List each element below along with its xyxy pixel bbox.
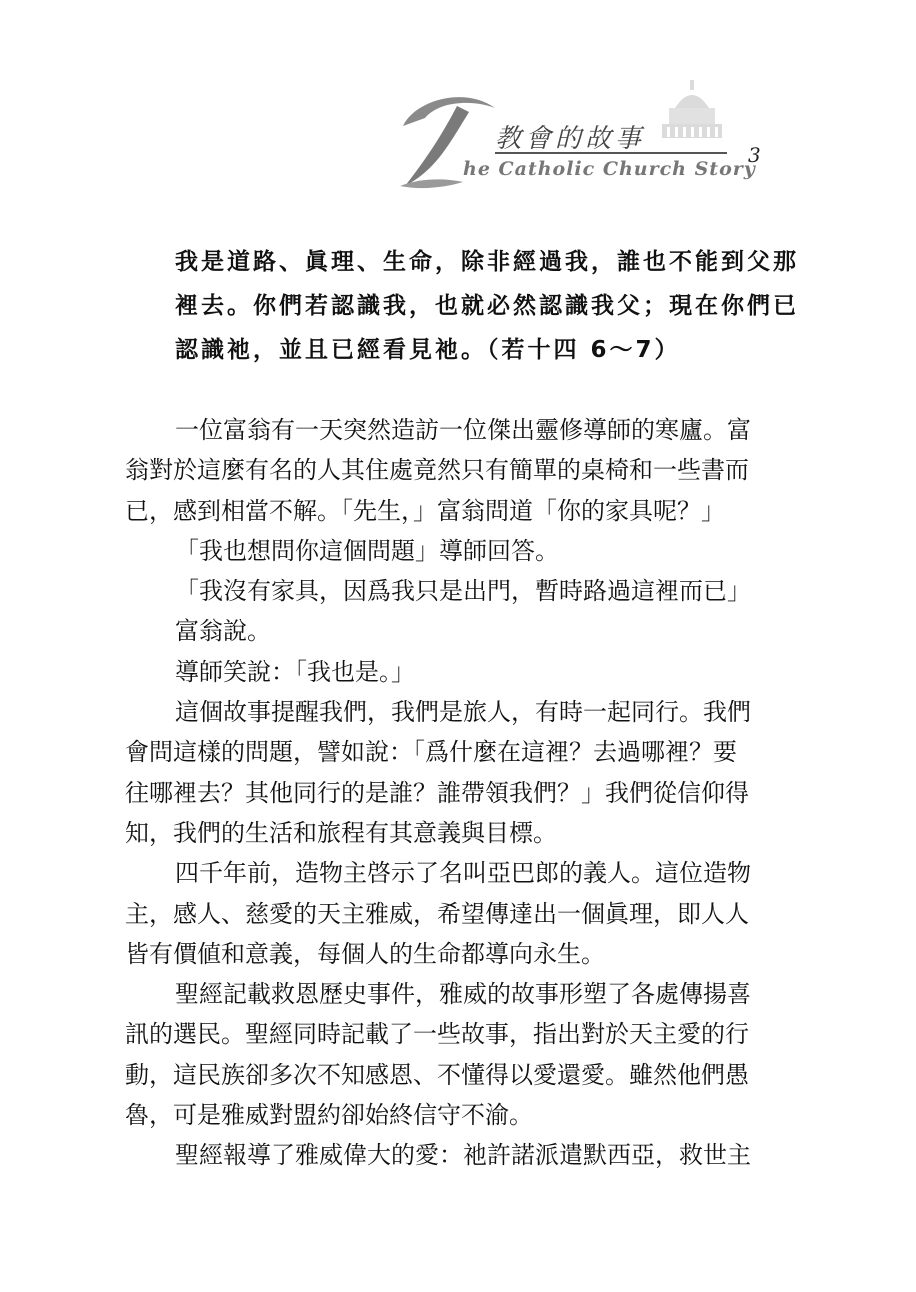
body-line: 一位富翁有一天突然造訪一位傑出靈修導師的寒廬。富 — [175, 416, 751, 444]
body-line: 翁對於這麼有名的人其住處竟然只有簡單的桌椅和一些書而 — [125, 456, 749, 485]
running-header — [395, 78, 775, 198]
body-line: 聖經記載救恩歷史事件，雅威的故事形塑了各處傳揚喜 — [175, 980, 751, 1009]
body-line: 「我沒有家具，因爲我只是出門，暫時路過這裡而已」 — [175, 577, 751, 606]
epigraph-line: 裡去。你們若認識我，也就必然認識我父；現在你們已 — [175, 293, 799, 319]
body-line: 皆有價値和意義，每個人的生命都導向永生。 — [125, 939, 605, 968]
epigraph-line: 我是道路、眞理、生命，除非經過我，誰也不能到父那 — [175, 249, 799, 275]
header-title-chinese: 教會的故事 — [495, 124, 646, 154]
body-line: 富翁說。 — [175, 617, 271, 646]
page-number: 3 — [748, 143, 761, 167]
body-line: 已，感到相當不解。「先生，」富翁問道「你的家具呢？」 — [125, 496, 725, 525]
body-line: 這個故事提醒我們，我們是旅人，有時一起同行。我們 — [175, 698, 751, 727]
body-line: 魯，可是雅威對盟約卻始終信守不渝。 — [125, 1101, 533, 1130]
body-line: 聖經報導了雅威偉大的愛：祂許諾派遣默西亞，救世主 — [175, 1141, 751, 1170]
body-text — [125, 410, 785, 1176]
body-line: 動，這民族卻多次不知感恩、不懂得以愛還愛。雖然他們愚 — [125, 1060, 749, 1089]
body-line: 導師笑說：「我也是。」 — [175, 657, 415, 686]
epigraph-quote — [175, 240, 799, 372]
epigraph-line: 認識祂，並且已經看見祂。（若十四 6～7） — [175, 337, 681, 363]
header-rule — [495, 152, 727, 154]
body-line: 四千年前，造物主啓示了名叫亞巴郎的義人。這位造物 — [175, 859, 751, 888]
body-line: 會問這樣的問題，譬如說：「爲什麼在這裡？去過哪裡？要 — [125, 738, 737, 767]
body-line: 往哪裡去？其他同行的是誰？誰帶領我們？」我們從信仰得 — [125, 778, 749, 807]
body-line: 「我也想問你這個問題」導師回答。 — [175, 536, 559, 565]
body-line: 主，感人、慈愛的天主雅威，希望傳達出一個眞理，即人人 — [125, 899, 749, 928]
body-line: 知，我們的生活和旅程有其意義與目標。 — [125, 818, 557, 847]
header-title-english: he Catholic Church Story — [463, 158, 756, 180]
cathedral-icon — [657, 78, 727, 142]
body-line: 訊的選民。聖經同時記載了一些故事，指出對於天主愛的行 — [125, 1020, 749, 1049]
